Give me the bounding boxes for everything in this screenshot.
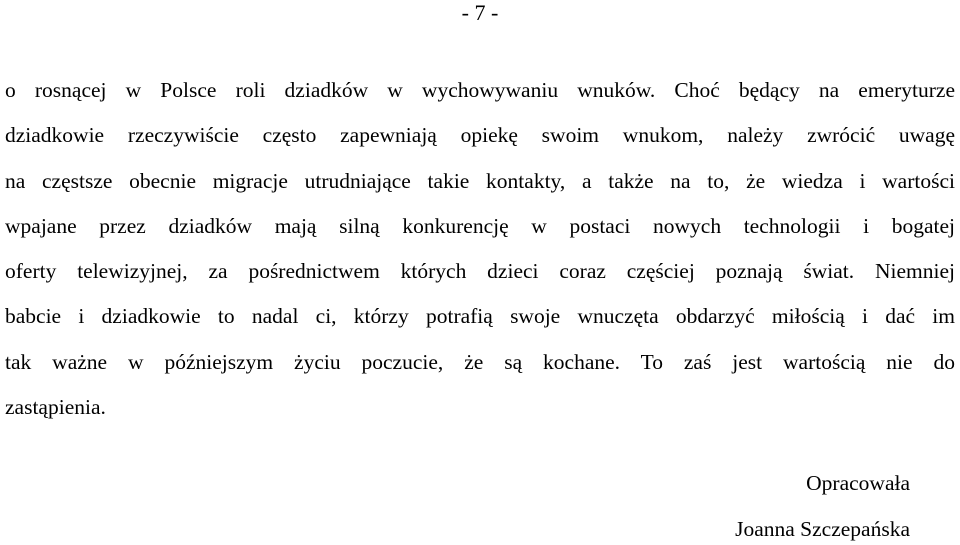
body-paragraph	[5, 68, 955, 430]
paragraph-line: o rosnącej w Polsce roli dziadków w wychowywaniu wnuków. Choć będący na emeryturze	[5, 78, 955, 102]
paragraph-line: na częstsze obecnie migracje utrudniające takie kontakty, a także na to, że wiedza i wartości	[5, 168, 955, 193]
paragraph-line: oferty telewizyjnej, za pośrednictwem których dzieci coraz częściej poznają świat. Niemniej	[5, 259, 955, 284]
signature-role: Opracowała	[806, 471, 910, 495]
signature-name: Joanna Szczepańska	[735, 517, 910, 541]
page-number: - 7 -	[461, 0, 499, 25]
paragraph-line: wpajane przez dziadków mają silną konkurencję w postaci nowych technologii i bogatej	[5, 213, 955, 238]
paragraph-line: tak ważne w późniejszym życiu poczucie, że są kochane. To zaś jest wartością nie do	[5, 349, 955, 374]
paragraph-line: zastąpienia.	[5, 395, 106, 420]
paragraph-line: babcie i dziadkowie to nadal ci, którzy potrafią swoje wnuczęta obdarzyć miłością i dać im	[5, 304, 955, 329]
paragraph-line: dziadkowie rzeczywiście często zapewniają opiekę swoim wnukom, należy zwrócić uwagę	[5, 123, 955, 148]
